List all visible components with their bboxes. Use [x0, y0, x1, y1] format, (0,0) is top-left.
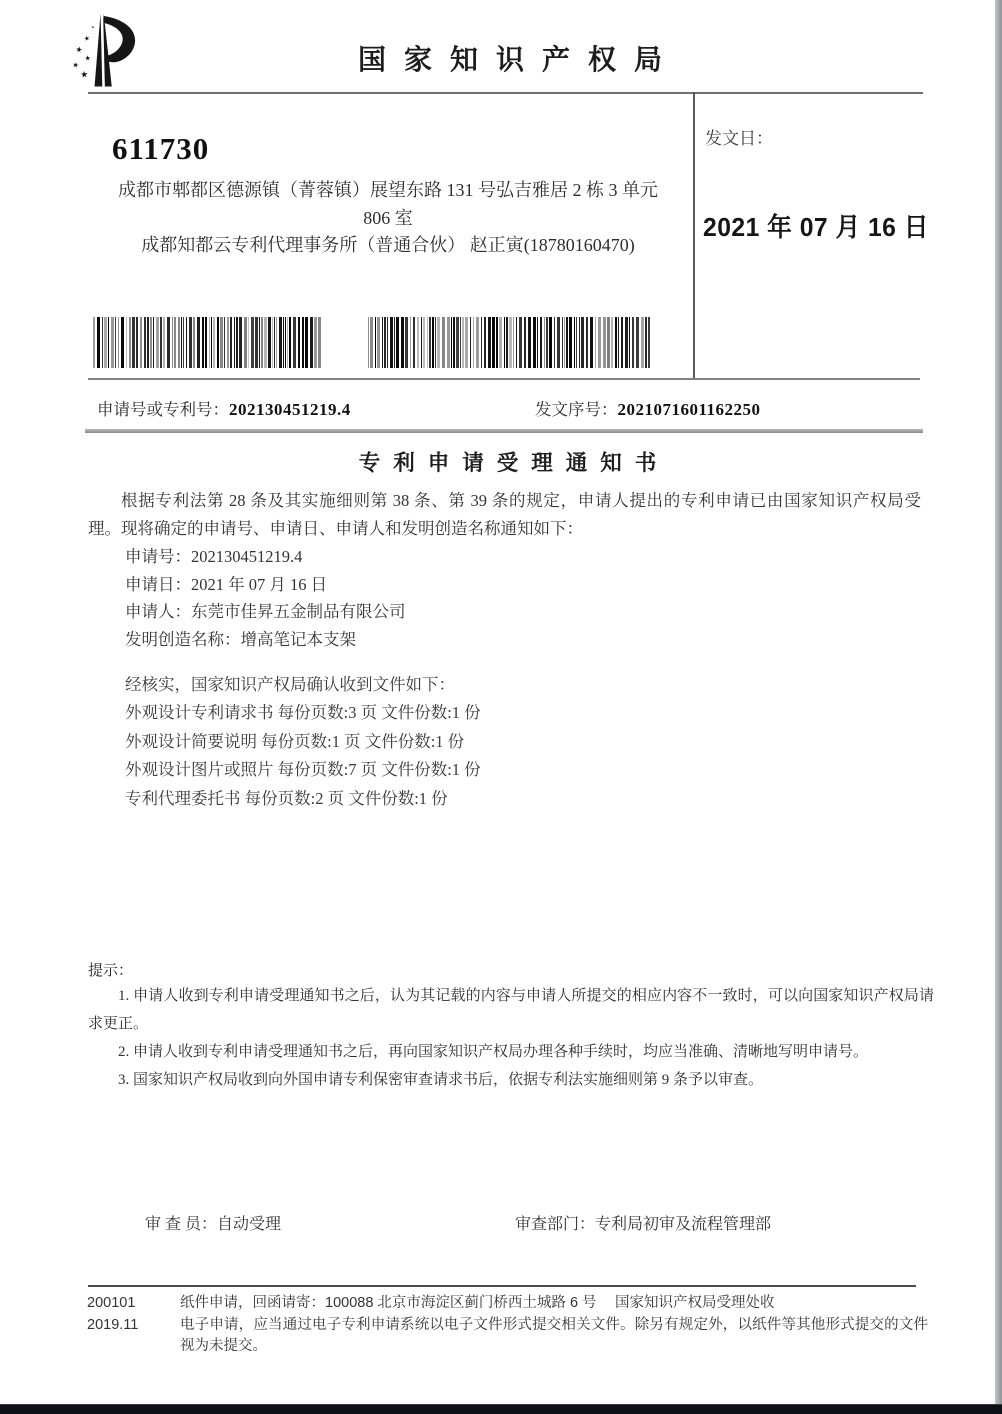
issue-box-divider: [693, 92, 695, 379]
address-line-1: 成都市郫都区德源镇（菁蓉镇）展望东路 131 号弘吉雅居 2 栋 3 单元: [118, 180, 658, 200]
received-doc-item: 外观设计简要说明 每份页数:1 页 文件份数:1 份: [125, 731, 465, 751]
department-row: [515, 1211, 771, 1234]
application-number-row: [97, 396, 351, 420]
serial-number-label: 发文序号：: [535, 400, 618, 419]
footer-form-codes: [87, 1293, 138, 1336]
footer-code-2: 2019.11: [87, 1316, 139, 1333]
cnipa-logo-icon: [60, 10, 148, 96]
received-doc-item: 外观设计专利请求书 每份页数:3 页 文件份数:1 份: [125, 703, 481, 723]
issue-date-value: 2021 年 07 月 16 日: [703, 212, 929, 242]
thick-rule: [85, 429, 923, 433]
received-doc-item: 专利代理委托书 每份页数:2 页 文件份数:1 份: [125, 788, 448, 808]
document-title: 专利申请受理通知书: [358, 451, 670, 475]
agency-line: 成都知都云专利代理事务所（普通合伙） 赵正寅(18780160470): [141, 235, 635, 255]
footer-instructions: [180, 1293, 928, 1358]
note-item-1: 1. 申请人收到专利申请受理通知书之后，认为其记载的内容与申请人所提交的相应内容不一致时，可以向国家知识产权局请求更正。: [88, 988, 934, 1032]
mid-rule: [88, 378, 920, 380]
application-number-value: 202130451219.4: [229, 400, 351, 419]
serial-number-row: [535, 396, 761, 420]
footer-code-1: 200101: [87, 1295, 136, 1311]
address-line-2: 806 室: [363, 207, 413, 228]
application-number-label: 申请号或专利号：: [97, 400, 229, 419]
header-rule: [88, 92, 923, 94]
field-invention-title: 发明创造名称：增高笔记本支架: [125, 629, 356, 649]
department-value: 专利局初审及流程管理部: [595, 1216, 772, 1233]
intro-paragraph: 根据专利法第 28 条及其实施细则第 38 条、第 39 条的规定，申请人提出的专利申请已由国家知识产权局受理。现将确定的申请号、申请日、申请人和发明创造名称通知如下：: [88, 491, 921, 538]
barcode-right: [368, 317, 651, 368]
field-application-date: 申请日：2021 年 07 月 16 日: [125, 574, 328, 594]
notes-list: [88, 982, 934, 1094]
examiner-label: 审 查 员：: [145, 1216, 218, 1233]
serial-number-value: 2021071601162250: [617, 400, 761, 419]
postal-code: 611730: [112, 131, 210, 166]
received-intro: 经核实，国家知识产权局确认收到文件如下：: [125, 675, 455, 694]
org-title: 国家知识产权局: [357, 45, 680, 76]
department-label: 审查部门：: [515, 1216, 596, 1233]
field-application-number: 申请号：202130451219.4: [125, 547, 303, 566]
notes-title: 提示：: [88, 963, 134, 979]
examiner-value: 自动受理: [217, 1216, 282, 1233]
scan-bottom-edge: [0, 1404, 1002, 1414]
field-applicant: 申请人：东莞市佳昇五金制品有限公司: [125, 602, 406, 621]
recipient-address: [88, 177, 688, 260]
received-documents: [125, 671, 481, 813]
footer-rule: [88, 1285, 916, 1287]
examiner-row: [145, 1211, 281, 1234]
note-item-2: 2. 申请人收到专利申请受理通知书之后，再向国家知识产权局办理各种手续时，均应当准确、清晰地写明申请号。: [118, 1044, 869, 1060]
scan-right-edge: [995, 0, 1002, 1414]
application-fields: [125, 543, 406, 653]
issue-date-label: 发文日：: [705, 129, 773, 148]
footer-paper-line: 纸件申请，回函请寄：100088 北京市海淀区蓟门桥西土城路 6 号 国家知识产权局受理处收: [180, 1295, 775, 1311]
note-item-3: 3. 国家知识产权局收到向外国申请专利保密审查请求书后，依据专利法实施细则第 9 条予以审查。: [118, 1072, 764, 1088]
barcode-left: [93, 317, 321, 368]
footer-electronic-line: 电子申请，应当通过电子专利申请系统以电子文件形式提交相关文件。除另有规定外，以纸件等其他形式提交的文件视为未提交。: [180, 1316, 928, 1354]
received-doc-item: 外观设计图片或照片 每份页数:7 页 文件份数:1 份: [125, 760, 481, 780]
